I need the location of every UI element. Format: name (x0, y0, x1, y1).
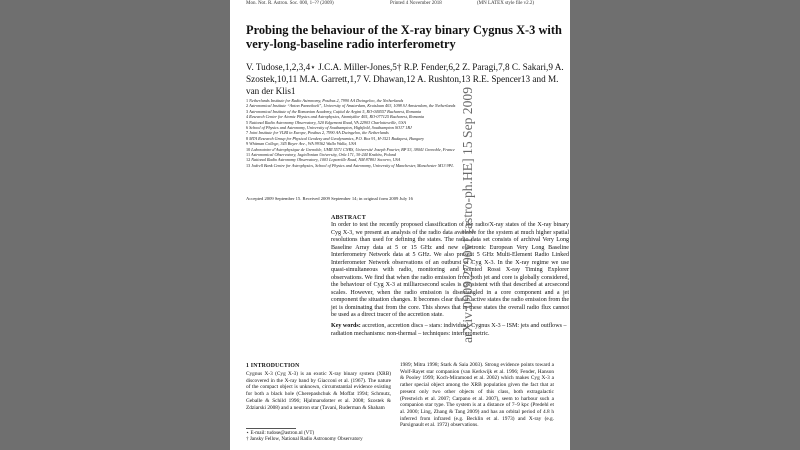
affiliation: 10 Laboratoire d’Astrophysique de Grenoble, UMR 5571 CNRS, Université Joseph Fourier, BP 53, 38041 Grenoble, France (246, 146, 455, 152)
journal-header: Mon. Not. R. Astron. Soc. 000, 1–?? (2009) (246, 1, 334, 6)
printed-date: Printed 4 November 2018 (390, 1, 442, 6)
affiliation: 11 Astronomical Observatory, Jagiellonian University, Orla 171, 30-244 Kraków, Poland (246, 152, 396, 158)
section-heading: 1 INTRODUCTION (246, 363, 300, 369)
acceptance-dates: Accepted 2009 September 15. Received 2009 September 14; in original form 2009 July 16 (246, 196, 413, 201)
affiliation: 4 Research Center for Atomic Physics and Astrophysics, Atomiștilor 405, RO-077125 Bucharest, Romania (246, 114, 425, 120)
footnotes (246, 430, 391, 443)
affiliation-list (246, 98, 564, 168)
keywords-label: Key words: (331, 323, 361, 329)
paper-page (230, 0, 570, 450)
affiliation: 2 Astronomical Institute “Anton Pannekoek”, University of Amsterdam, Kruislaan 403, 1098 SJ Amsterdam, the Netherlands (246, 103, 456, 109)
footnote-email: ⋆ E-mail: tudose@astron.nl (VT) (246, 430, 315, 436)
affiliation: 8 MTA Research Group for Physical Geodesy and Geodynamics, P.O. Box 91, H-1521 Budapest, Hungary (246, 135, 424, 141)
abstract-heading: ABSTRACT (331, 215, 367, 221)
paper-title: Probing the behaviour of the X-ray binary Cygnus X-3 with very-long-baseline radio interferometry (246, 23, 562, 51)
footnote-rule (246, 428, 296, 429)
author-list: V. Tudose,1,2,3,4⋆ J.C.A. Miller-Jones,5† R.P. Fender,6,2 Z. Paragi,7,8 C. Sakari,9 A. Szostek,10,11 M.A. Garrett,1,7 V. Dhawan,12 A. Rushton,13 R.E. Spencer13 and M. van der Klis1 (246, 62, 564, 96)
arxiv-identifier: arXiv:0909.2790v1 [astro-ph.HE] 15 Sep 2009 (460, 87, 475, 343)
affiliation: 1 Netherlands Institute for Radio Astronomy, Postbus 2, 7990 AA Dwingeloo, the Netherlands (246, 98, 404, 103)
affiliation: 5 National Radio Astronomy Observatory, 520 Edgemont Road, VA 22903 Charlottesville, USA (246, 119, 406, 125)
affiliation: 13 Jodrell Bank Centre for Astrophysics, School of Physics and Astronomy, University of Manchester, Manchester M13 9PL (246, 162, 454, 168)
abstract-text: In order to test the recently proposed classification of the radio/X-ray states of the X-ray binary Cyg X-3, we present an analysis of the radio data available for the system at much higher spatial resolutions than used for defining the states. The radio data set consists of archival Very Long Baseline Array data at 5 or 15 GHz and new electronic European Very Long Baseline Interferometry Network data at 5 GHz. We also present 5 GHz Multi-Element Radio Linked Interferometer Network observations of an outburst of Cyg X-3. In the X-ray regime we use quasi-simultaneous with radio, monitoring and pointed Rossi X-ray Timing Explorer observations. We find that when the radio emission from both jet and core is globally considered, the behaviour of Cyg X-3 at milliarcsecond scales is consistent with that described at arcsecond scales. However, when the radio emission is disentangled in a core component and a jet component the situation changes. It becomes clear that in active states the radio emission from the jet is dominating that from the core. This shows that in these states the overall radio flux cannot be used as a direct tracer of the accretion state. (331, 222, 569, 318)
affiliation: 3 Astronomical Institute of the Romanian Academy, Cuțitul de Argint 5, RO-040557 Bucharest, Romania (246, 108, 422, 114)
intro-column-left: Cygnus X-3 (Cyg X-3) is an exotic X-ray binary system (XRB) discovered in the X-ray band by Giacconi et al. (1967). The nature of the compact object is unknown, circumstantial evidence existing for both a black hole (Cherepashchuk & Moffat 1994; Schmutz, Geballe & Schild 1996; Hjalmarsdotter et al. 2008; Szostek & Zdziarski 2008) and a neutron star (Tavani, Ruderman & Shaham (246, 371, 391, 411)
affiliation: 7 Joint Institute for VLBI in Europe, Postbus 2, 7990 AA Dwingeloo, the Netherlands (246, 130, 389, 136)
arxiv-stamp (461, 70, 475, 360)
keywords (331, 323, 569, 338)
keywords-text: accretion, accretion discs – stars: individual: Cygnus X-3 – ISM: jets and outflows – radiation mechanisms: non-thermal – techniques: interferometric. (331, 323, 567, 337)
footnote-jansky: † Jansky Fellow, National Radio Astronomy Observatory (246, 436, 363, 443)
style-file-note: (MN LATEX style file v2.2) (477, 1, 535, 6)
intro-column-right: 1989; Mitra 1998; Stark & Saia 2003). Strong evidence points toward a Wolf-Rayet star companion (van Kerkwijk et al. 1996; Fender, Hanson & Pooley 1999; Koch-Miramond et al. 2002) which makes Cyg X-3 a rather special object among the XRB population given the fact that at present only two other objects of this class, both extragalactic (Prestwich et al. 2007; Carpano et al. 2007), seem to harbour such a companion star type. The system is at a distance of 7–9 kpc (Predehl et al. 2000; Ling, Zhang & Tang 2009) and has an orbital period of 4.8 h inferred from infrared (e.g. Becklin et al. 1973) and X-ray (e.g. Parsignault et al. 1972) observations. (400, 362, 554, 429)
affiliation: 12 National Radio Astronomy Observatory, 1003 Lopezville Road, NM 87801 Socorro, USA (246, 157, 401, 163)
affiliation: 6 School of Physics and Astronomy, University of Southampton, Highfield, Southampton SO17 1BJ (246, 125, 412, 131)
affiliation: 9 Whitman College, 345 Boyer Ave., WA 99362 Walla Walla, USA (246, 141, 357, 147)
